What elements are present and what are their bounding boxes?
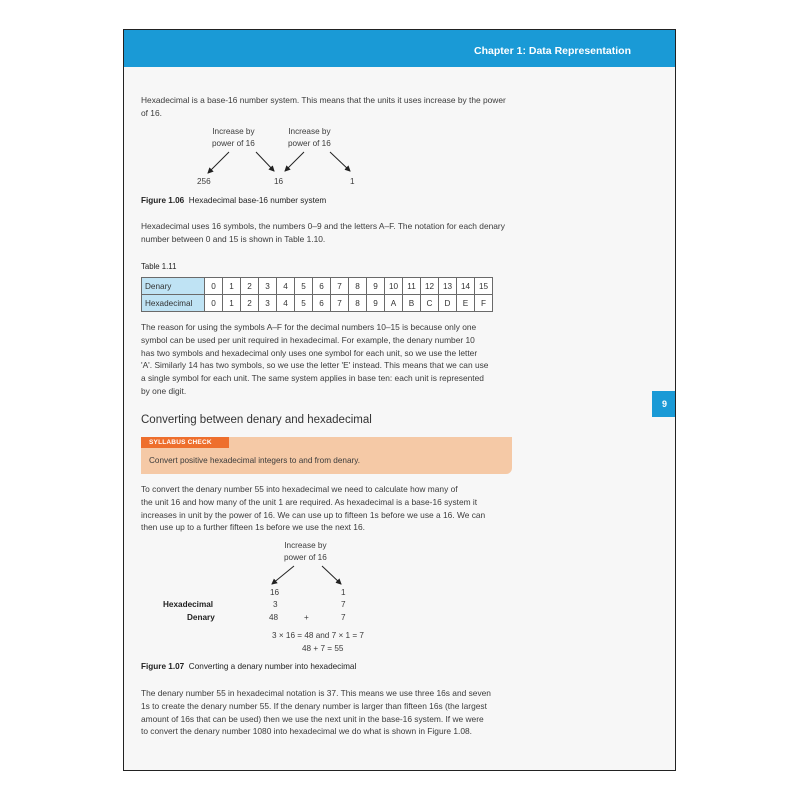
- fig107-hex-label: Hexadecimal: [163, 600, 214, 609]
- table-cell: E: [457, 295, 475, 312]
- fig107-unit-1: 1: [341, 588, 346, 597]
- table-cell: C: [421, 295, 439, 312]
- paragraph-reason: The reason for using the symbols A–F for the decimal numbers 10–15 is because only one symbol can be used per unit required in hexadecimal. For example, the denary number 10 has two symbols and hexadecimal only uses one symbol for each unit, so we use the letter 'A'. Similarly 14 has two symbols, so we use the letter 'E' instead. This means that we can use a single symbol for each unit. The same system applies in base ten: each unit is represented by one digit.: [141, 322, 489, 396]
- section-heading: Converting between denary and hexadecimal: [141, 414, 372, 426]
- fig107-calc2: 48 + 7 = 55: [302, 644, 344, 653]
- table-cell: 7: [331, 295, 349, 312]
- table-cell: 5: [295, 295, 313, 312]
- fig106-caption: Figure 1.06 Hexadecimal base-16 number system: [141, 196, 327, 205]
- syllabus-tag: SYLLABUS CHECK: [141, 437, 229, 448]
- table-label: Table 1.11: [141, 262, 177, 271]
- book-page: [123, 29, 676, 771]
- table-header-hexadecimal: Hexadecimal: [142, 295, 205, 312]
- fig107-unit-16: 16: [270, 588, 280, 597]
- fig106-label-right: Increase by power of 16: [288, 127, 331, 148]
- fig107-caption: Figure 1.07 Converting a denary number into hexadecimal: [141, 662, 357, 671]
- chapter-title: Chapter 1: Data Representation: [474, 45, 631, 57]
- table-cell: 6: [313, 295, 331, 312]
- fig107-hex-7: 7: [341, 600, 346, 609]
- table-cell: 9: [367, 295, 385, 312]
- fig107-calc1: 3 × 16 = 48 and 7 × 1 = 7: [272, 631, 364, 640]
- table-cell: 1: [223, 278, 241, 295]
- table-cell: 12: [421, 278, 439, 295]
- fig107-label: Increase by power of 16: [284, 541, 327, 562]
- table-cell: 3: [259, 295, 277, 312]
- table-cell: 14: [457, 278, 475, 295]
- table-cell: 8: [349, 295, 367, 312]
- table-cell: A: [385, 295, 403, 312]
- table-cell: 6: [313, 278, 331, 295]
- syllabus-text: Convert positive hexadecimal integers to and from denary.: [149, 456, 361, 465]
- fig106-value-16: 16: [274, 177, 284, 186]
- table-cell: 2: [241, 295, 259, 312]
- table-cell: 8: [349, 278, 367, 295]
- table-cell: 9: [367, 278, 385, 295]
- paragraph-result: The denary number 55 in hexadecimal notation is 37. This means we use three 16s and seven 1s to create the denary number 55. If the denary number is larger than fifteen 16s (the largest amount of 16s that can be used) then we use the next unit in the base-16 system. If we were to convert the denary number 1080 into hexadecimal we do what is shown in Figure 1.08.: [141, 688, 491, 737]
- table-cell: D: [439, 295, 457, 312]
- table-cell: 13: [439, 278, 457, 295]
- fig107-den-7: 7: [341, 613, 346, 622]
- fig106-label-left: Increase by power of 16: [212, 127, 255, 148]
- paragraph-symbols: Hexadecimal uses 16 symbols, the numbers 0–9 and the letters A–F. The notation for each denary number between 0 and 15 is shown in Table 1.10.: [141, 221, 505, 244]
- table-cell: F: [475, 295, 493, 312]
- fig106-value-256: 256: [197, 177, 211, 186]
- fig107-hex-3: 3: [273, 600, 278, 609]
- table-cell: 7: [331, 278, 349, 295]
- fig107-den-plus: +: [304, 613, 309, 622]
- fig107-arrows: [124, 30, 676, 771]
- page-number-tab: 9: [652, 391, 676, 417]
- fig107-den-label: Denary: [187, 613, 215, 622]
- fig106-value-1: 1: [350, 177, 355, 186]
- table-cell: 3: [259, 278, 277, 295]
- table-cell: 0: [205, 295, 223, 312]
- table-header-denary: Denary: [142, 278, 205, 295]
- table-cell: B: [403, 295, 421, 312]
- table-cell: 1: [223, 295, 241, 312]
- fig107-den-48: 48: [269, 613, 279, 622]
- paragraph-convert: To convert the denary number 55 into hexadecimal we need to calculate how many of the unit 16 and how many of the unit 1 are required. As hexadecimal is a base-16 system it increases in unit by the power of 16. We can use up to fifteen 1s before we use a 16. We can then use up to a further fifteen 1s before we use the next 16.: [141, 484, 486, 533]
- table-cell: 4: [277, 295, 295, 312]
- table-cell: 2: [241, 278, 259, 295]
- table-cell: 4: [277, 278, 295, 295]
- table-cell: 10: [385, 278, 403, 295]
- table-cell: 0: [205, 278, 223, 295]
- table-cell: 11: [403, 278, 421, 295]
- intro-paragraph: Hexadecimal is a base-16 number system. This means that the units it uses increase by the power of 16.: [141, 95, 506, 118]
- table-cell: 15: [475, 278, 493, 295]
- table-cell: 5: [295, 278, 313, 295]
